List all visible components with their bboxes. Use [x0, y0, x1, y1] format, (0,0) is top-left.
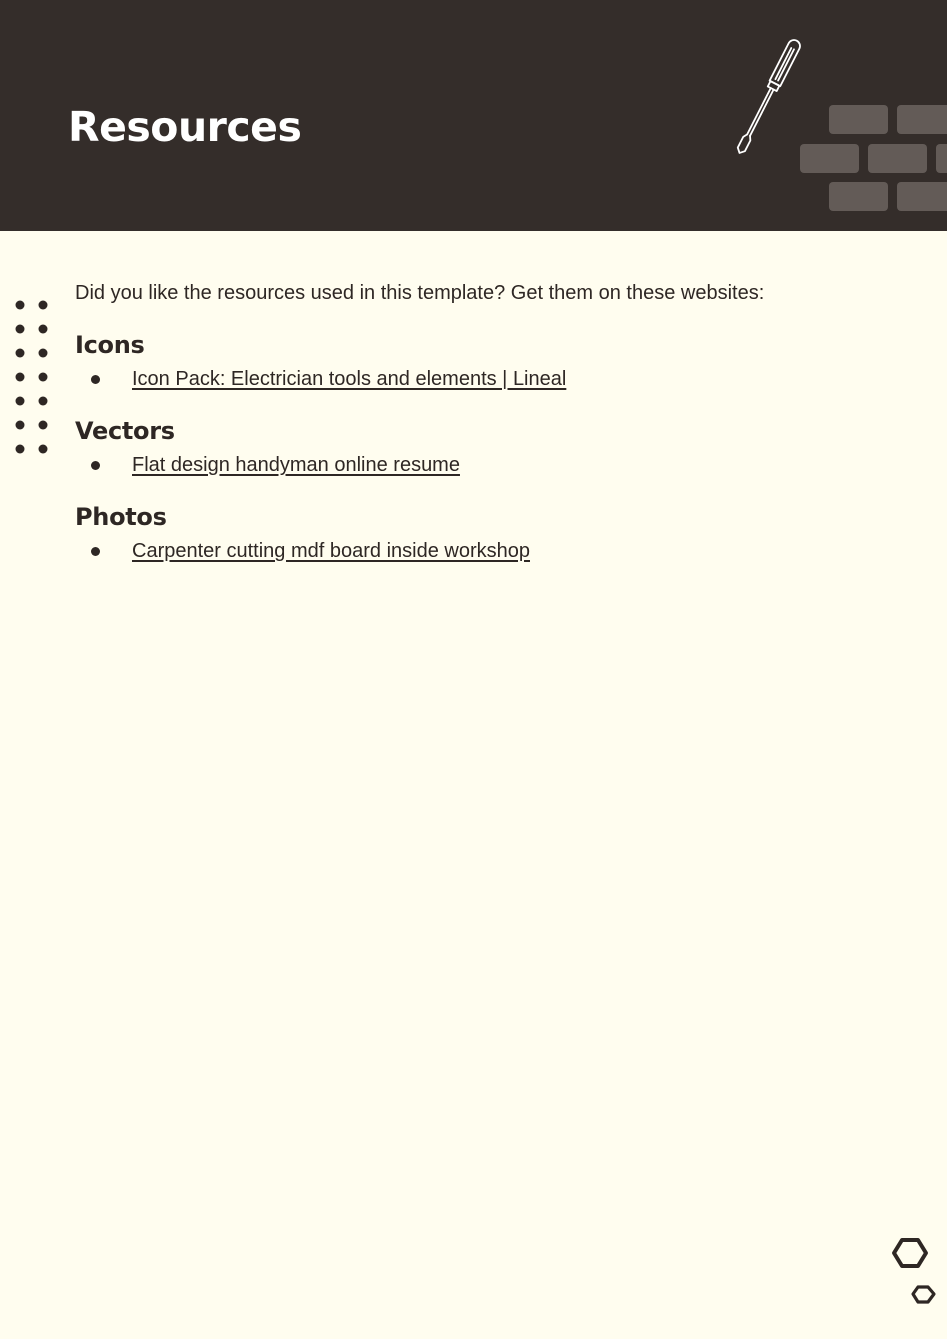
brick-wall-decoration — [795, 100, 947, 231]
list-item — [75, 365, 915, 393]
list-item — [75, 537, 915, 565]
intro-text: Did you like the resources used in this template? Get them on these websites: — [75, 282, 765, 304]
resource-link-carpenter-photo[interactable]: Carpenter cutting mdf board inside workshop — [132, 540, 530, 562]
section-title-icons: Icons — [75, 331, 145, 359]
resources-content — [75, 279, 915, 565]
page-title: Resources — [68, 103, 302, 151]
screwdriver-icon — [722, 38, 804, 164]
icons-list — [75, 365, 915, 393]
bullet-icon — [91, 461, 100, 470]
resource-link-icon-pack[interactable]: Icon Pack: Electrician tools and elements | Lineal — [132, 368, 567, 390]
photos-list — [75, 537, 915, 565]
list-item — [75, 451, 915, 479]
section-title-photos: Photos — [75, 503, 167, 531]
vectors-list — [75, 451, 915, 479]
resource-link-handyman-resume[interactable]: Flat design handyman online resume — [132, 454, 460, 476]
bullet-icon — [91, 375, 100, 384]
hexagon-nut-icon — [890, 1234, 940, 1308]
dot-grid-decoration — [13, 296, 55, 460]
section-title-vectors: Vectors — [75, 417, 175, 445]
bullet-icon — [91, 547, 100, 556]
header-banner — [0, 0, 947, 231]
